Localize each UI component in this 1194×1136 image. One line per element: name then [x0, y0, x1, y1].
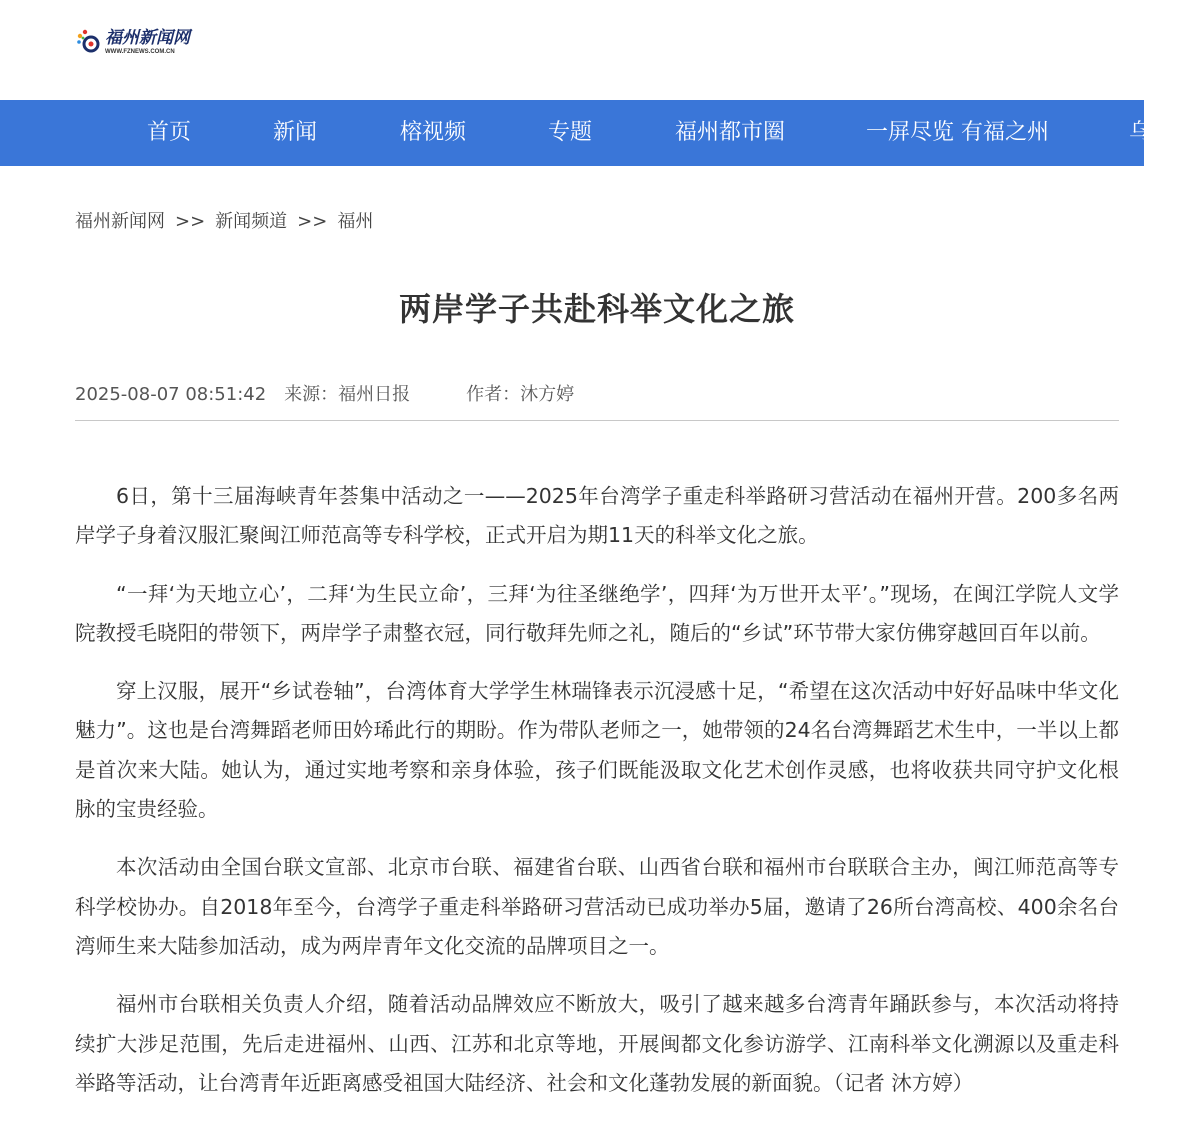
- logo-url: WWW.FZNEWS.COM.CN: [105, 49, 175, 55]
- article-paragraph: 6日，第十三届海峡青年荟集中活动之一——2025年台湾学子重走科举路研习营活动在福州开营。200多名两岸学子身着汉服汇聚闽江师范高等专科学校，正式开启为期11天的科举文化之旅。: [75, 484, 1119, 548]
- article-source: 来源：福州日报: [284, 384, 411, 405]
- breadcrumb: [75, 207, 373, 233]
- site-header: [0, 0, 1144, 100]
- nav-item-overview[interactable]: 一屏尽览 有福之州: [866, 120, 1049, 145]
- meta-divider: [75, 420, 1119, 421]
- article-paragraph: 本次活动由全国台联文宣部、北京市台联、福建省台联、山西省台联和福州市台联联合主办，闽江师范高等专科学校协办。自2018年至今，台湾学子重走科举路研习营活动已成功举办5届，邀请了26所台湾高校、400余名台湾师生来大陆参加活动，成为两岸青年文化交流的品牌项目之一。: [75, 855, 1119, 958]
- article-datetime: 2025-08-07 08:51:42: [75, 384, 267, 405]
- nav-item-rong-video[interactable]: 榕视频: [400, 120, 467, 145]
- article-paragraph: “一拜‘为天地立心’，二拜‘为生民立命’，三拜‘为往圣继绝学’，四拜‘为万世开太平’。”现场，在闽江学院人文学院教授毛晓阳的带领下，两岸学子肃整衣冠，同行敬拜先师之礼，随后的“乡试”环节带大家仿佛穿越回百年以前。: [75, 581, 1119, 645]
- nav-item-topics[interactable]: 专题: [548, 120, 593, 145]
- article-body: [75, 477, 1119, 1122]
- logo-text: 福州新闻网: [105, 28, 190, 48]
- site-logo[interactable]: [76, 28, 190, 56]
- nav-item-fuzhou-metro[interactable]: 福州都市圈: [675, 120, 786, 145]
- main-nav: [0, 100, 1152, 166]
- article-paragraph: 福州市台联相关负责人介绍，随着活动品牌效应不断放大，吸引了越来越多台湾青年踊跃参与，本次活动将持续扩大涉足范围，先后走进福州、山西、江苏和北京等地，开展闽都文化参访游学、江南科举文化溯源以及重走科举路等活动，让台湾青年近距离感受祖国大陆经济、社会和文化蓬勃发展的新面貌。（记者 沐方婷）: [75, 992, 1119, 1095]
- breadcrumb-item-channel[interactable]: 新闻频道: [215, 211, 288, 232]
- article-meta: [75, 380, 574, 406]
- breadcrumb-separator: >>: [175, 211, 206, 232]
- nav-item-news[interactable]: 新闻: [273, 120, 318, 145]
- article-author: 作者：沐方婷: [466, 384, 575, 405]
- article-title: 两岸学子共赴科举文化之旅: [398, 290, 795, 328]
- breadcrumb-separator: >>: [297, 211, 328, 232]
- nav-item-more[interactable]: 乌: [1129, 120, 1152, 145]
- article-paragraph: 穿上汉服，展开“乡试卷轴”，台湾体育大学学生林瑞锋表示沉浸感十足，“希望在这次活动中好好品味中华文化魅力”。这也是台湾舞蹈老师田妗琋此行的期盼。作为带队老师之一，她带领的24名台湾舞蹈艺术生中，一半以上都是首次来大陆。她认为，通过实地考察和亲身体验，孩子们既能汲取文化艺术创作灵感，也将收获共同守护文化根脉的宝贵经验。: [75, 679, 1119, 822]
- breadcrumb-item-site[interactable]: 福州新闻网: [75, 211, 165, 232]
- logo-icon: [76, 28, 102, 54]
- breadcrumb-item-fuzhou[interactable]: 福州: [337, 211, 374, 232]
- nav-item-home[interactable]: 首页: [147, 120, 192, 145]
